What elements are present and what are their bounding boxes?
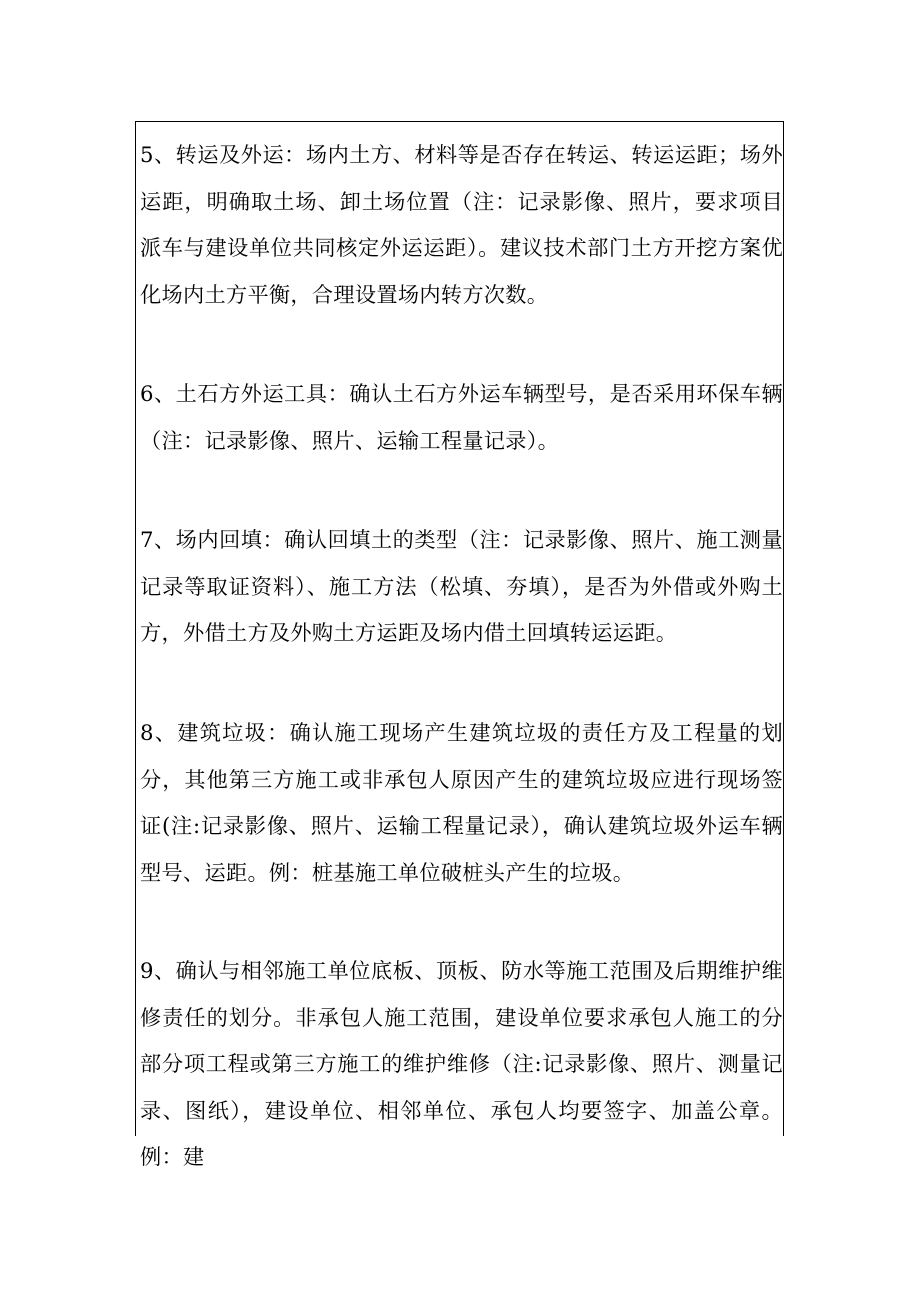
- table-cell-frame: [135, 121, 784, 1169]
- paragraph-item-9: 9、确认与相邻施工单位底板、顶板、防水等施工范围及后期维护维修责任的划分。非承包人施工范围，建设单位要求承包人施工的分部分项工程或第三方施工的维护维修（注:记录影像、照片、测量记录、图纸），建设单位、相邻单位、承包人均要签字、加盖公章。例：建: [140, 958, 783, 1169]
- paragraph-item-7: 7、场内回填：确认回填土的类型（注：记录影像、照片、施工测量记录等取证资料）、施工方法（松填、夯填），是否为外借或外购土方，外借土方及外购土方运距及场内借土回填转运运距。: [140, 527, 783, 645]
- paragraph-item-6: 6、土石方外运工具：确认土石方外运车辆型号，是否采用环保车辆（注：记录影像、照片、运输工程量记录）。: [140, 381, 783, 453]
- paragraph-item-8: 8、建筑垃圾：确认施工现场产生建筑垃圾的责任方及工程量的划分，其他第三方施工或非承包人原因产生的建筑垃圾应进行现场签证(注:记录影像、照片、运输工程量记录），确认建筑垃圾外运车辆型号、运距。例：桩基施工单位破桩头产生的垃圾。: [140, 720, 783, 885]
- paragraph-item-5: 5、转运及外运：场内土方、材料等是否存在转运、转运运距；场外运距，明确取土场、卸土场位置（注：记录影像、照片，要求项目派车与建设单位共同核定外运运距）。建议技术部门土方开挖方案优化场内土方平衡，合理设置场内转方次数。: [140, 142, 783, 307]
